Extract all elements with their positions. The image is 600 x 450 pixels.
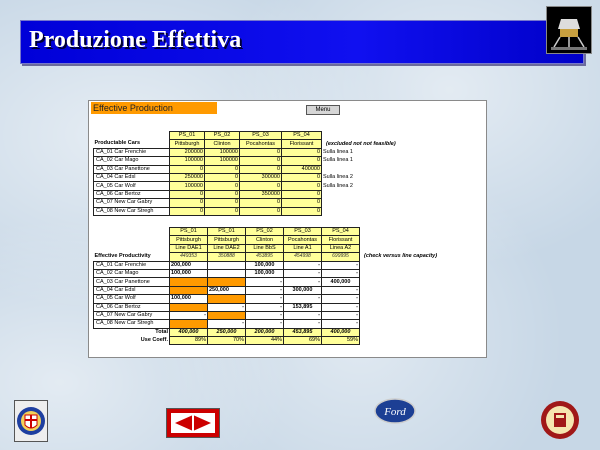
- header-code: PS_01: [208, 228, 246, 236]
- blank-cell: [360, 303, 450, 311]
- use-coeff-value: 59%: [322, 337, 360, 345]
- value-cell: 0: [240, 165, 282, 173]
- blank-cell: [360, 261, 450, 269]
- blank-cell: [360, 328, 450, 336]
- value-cell: 100,000: [246, 261, 284, 269]
- header-lines-row: [94, 244, 450, 252]
- table-row: [94, 199, 412, 207]
- productivity-value: 350888: [208, 253, 246, 261]
- value-cell: -: [284, 269, 322, 277]
- car-name: CA_04 Car Edsl: [94, 286, 170, 294]
- productable-cars-label: Productable Cars: [94, 140, 141, 147]
- header-city: Pocahontas: [284, 236, 322, 244]
- blank-cell: [360, 278, 450, 286]
- header-code: PS_02: [205, 132, 240, 140]
- header-cities-row: [94, 140, 412, 148]
- productivity-row: [94, 253, 450, 261]
- blank-cell: [360, 269, 450, 277]
- header-cities-row: [94, 236, 450, 244]
- sheet-title: Effective Production: [91, 102, 217, 114]
- effective-productivity-table: [93, 227, 450, 345]
- value-cell: [208, 269, 246, 277]
- flag-logo: [166, 408, 220, 438]
- productivity-value: 699995: [322, 253, 360, 261]
- use-coeff-label: Use Coeff.: [140, 337, 168, 344]
- blank-cell: [94, 244, 170, 252]
- university-seal-logo: [540, 400, 580, 440]
- value-cell: -: [208, 320, 246, 328]
- header-code: PS_01: [170, 228, 208, 236]
- value-cell: -: [246, 320, 284, 328]
- header-line: Line BbS: [246, 244, 284, 252]
- header-codes-row: [94, 228, 450, 236]
- header-city: Pittsburgh: [208, 236, 246, 244]
- value-cell: 0: [205, 182, 240, 190]
- header-line: Line DAE2: [208, 244, 246, 252]
- value-cell: 200,000: [170, 261, 208, 269]
- value-cell: -: [170, 311, 208, 319]
- value-cell: 300,000: [284, 286, 322, 294]
- value-cell: 0: [282, 173, 322, 181]
- value-cell: -: [246, 303, 284, 311]
- table-row: [94, 320, 450, 328]
- car-name: CA_07 New Car Gabry: [94, 199, 170, 207]
- car-name: CA_06 Car Bertoz: [94, 190, 170, 198]
- value-cell: 0: [240, 207, 282, 215]
- header-codes-row: [94, 132, 412, 140]
- car-name: CA_01 Car Frenchie: [94, 148, 170, 156]
- car-name: CA_07 New Car Gabry: [94, 311, 170, 319]
- value-cell: 0: [170, 165, 205, 173]
- blank-cell: [94, 228, 170, 236]
- header-city: Clinton: [205, 140, 240, 148]
- blank-cell: [322, 132, 412, 140]
- productivity-value: 449353: [170, 253, 208, 261]
- blank-cell: [360, 228, 450, 236]
- table-row: [94, 165, 412, 173]
- value-cell: 0: [282, 207, 322, 215]
- value-cell: -: [246, 286, 284, 294]
- table-row: [94, 303, 450, 311]
- value-cell: -: [322, 320, 360, 328]
- value-cell: -: [246, 278, 284, 286]
- value-cell: 0: [282, 199, 322, 207]
- car-name: CA_02 Car Mago: [94, 157, 170, 165]
- slide-title: Produzione Effettiva: [29, 27, 242, 53]
- line-note: Sulla linea 1: [323, 157, 353, 164]
- header-city: Florissant: [282, 140, 322, 148]
- excluded-note: (excluded not not feasible): [326, 140, 396, 147]
- productivity-value: 453895: [246, 253, 284, 261]
- value-cell: 153,895: [284, 303, 322, 311]
- value-cell: 300000: [240, 173, 282, 181]
- use-coeff-value: 44%: [246, 337, 284, 345]
- total-value: 250,000: [208, 328, 246, 336]
- car-name: CA_02 Car Mago: [94, 269, 170, 277]
- table-row: [94, 278, 450, 286]
- value-cell: 350000: [240, 190, 282, 198]
- value-cell: [208, 278, 246, 286]
- header-code: PS_03: [240, 132, 282, 140]
- value-cell: [208, 295, 246, 303]
- value-cell: 0: [240, 199, 282, 207]
- blank-cell: [94, 236, 170, 244]
- line-note: Sulla linea 1: [323, 148, 353, 155]
- header-code: PS_03: [284, 228, 322, 236]
- value-cell: 0: [282, 157, 322, 165]
- value-cell: 400000: [282, 165, 322, 173]
- table-row: [94, 207, 412, 215]
- line-note: [322, 199, 412, 207]
- total-value: 400,000: [170, 328, 208, 336]
- line-note: [322, 165, 412, 173]
- productivity-value: 454998: [284, 253, 322, 261]
- value-cell: 100000: [170, 182, 205, 190]
- table-row: [94, 269, 450, 277]
- value-cell: 0: [282, 148, 322, 156]
- value-cell: -: [246, 311, 284, 319]
- value-cell: -: [246, 295, 284, 303]
- blank-cell: [360, 244, 450, 252]
- car-name: CA_03 Car Panettone: [94, 278, 170, 286]
- value-cell: 100,000: [246, 269, 284, 277]
- value-cell: 0: [170, 199, 205, 207]
- blank-cell: [360, 311, 450, 319]
- car-name: CA_08 New Car Stregh: [94, 207, 170, 215]
- value-cell: 100000: [205, 148, 240, 156]
- value-cell: 250000: [170, 173, 205, 181]
- value-cell: -: [322, 269, 360, 277]
- lunar-module-logo: [546, 6, 592, 54]
- value-cell: 0: [282, 190, 322, 198]
- value-cell: 0: [240, 157, 282, 165]
- header-code: PS_02: [246, 228, 284, 236]
- car-name: CA_08 New Car Stregh: [94, 320, 170, 328]
- total-row: [94, 328, 450, 336]
- blank-cell: [360, 295, 450, 303]
- line-note: [322, 207, 412, 215]
- blank-cell: [360, 286, 450, 294]
- blank-cell: [360, 320, 450, 328]
- table-row: [94, 173, 412, 181]
- value-cell: 400,000: [322, 278, 360, 286]
- value-cell: -: [322, 286, 360, 294]
- header-city: Pocahontas: [240, 140, 282, 148]
- value-cell: -: [284, 311, 322, 319]
- car-name: CA_05 Car Wolf: [94, 295, 170, 303]
- value-cell: 100000: [170, 157, 205, 165]
- value-cell: -: [322, 261, 360, 269]
- value-cell: 100,000: [170, 295, 208, 303]
- car-name: CA_03 Car Panettone: [94, 165, 170, 173]
- blank-cell: [360, 337, 450, 345]
- value-cell: 200000: [170, 148, 205, 156]
- value-cell: [170, 278, 208, 286]
- svg-text:Ford: Ford: [384, 406, 406, 418]
- capacity-note: (check versus line capacity): [364, 253, 438, 260]
- total-value: 400,000: [322, 328, 360, 336]
- value-cell: -: [284, 320, 322, 328]
- table-row: [94, 295, 450, 303]
- productable-cars-table: [93, 131, 412, 216]
- header-city: Clinton: [246, 236, 284, 244]
- total-value: 200,000: [246, 328, 284, 336]
- value-cell: 250,000: [208, 286, 246, 294]
- table-row: [94, 190, 412, 198]
- value-cell: 0: [205, 173, 240, 181]
- value-cell: 0: [205, 165, 240, 173]
- table-row: [94, 148, 412, 156]
- value-cell: 0: [205, 199, 240, 207]
- value-cell: 0: [205, 190, 240, 198]
- value-cell: -: [208, 303, 246, 311]
- use-coeff-value: 69%: [284, 337, 322, 345]
- value-cell: 100,000: [170, 269, 208, 277]
- header-line: Line DAE1: [170, 244, 208, 252]
- value-cell: 0: [205, 207, 240, 215]
- car-name: CA_06 Car Bertoz: [94, 303, 170, 311]
- car-name: CA_01 Car Frenchie: [94, 261, 170, 269]
- header-city: Florissant: [322, 236, 360, 244]
- value-cell: -: [284, 295, 322, 303]
- header-code: PS_01: [170, 132, 205, 140]
- value-cell: [208, 311, 246, 319]
- use-coeff-value: 89%: [170, 337, 208, 345]
- use-coeff-row: [94, 337, 450, 345]
- value-cell: 0: [240, 148, 282, 156]
- title-bar: [20, 20, 584, 64]
- line-note: Sulla linea 2: [323, 174, 353, 181]
- total-label: Total: [155, 329, 168, 336]
- value-cell: 0: [240, 182, 282, 190]
- value-cell: -: [322, 303, 360, 311]
- total-value: 453,895: [284, 328, 322, 336]
- value-cell: 0: [170, 207, 205, 215]
- header-code: PS_04: [322, 228, 360, 236]
- city-crest-logo: [14, 400, 48, 442]
- header-line: Linea A2: [322, 244, 360, 252]
- effective-productivity-label: Effective Productivity: [94, 253, 151, 260]
- table-row: [94, 286, 450, 294]
- value-cell: [170, 303, 208, 311]
- value-cell: 100000: [205, 157, 240, 165]
- value-cell: [170, 286, 208, 294]
- table-row: [94, 182, 412, 190]
- value-cell: -: [284, 278, 322, 286]
- header-code: PS_04: [282, 132, 322, 140]
- ford-logo: [374, 398, 416, 424]
- value-cell: -: [284, 261, 322, 269]
- car-name: CA_04 Car Edsl: [94, 173, 170, 181]
- table-row: [94, 311, 450, 319]
- blank-cell: [94, 132, 170, 140]
- table-row: [94, 157, 412, 165]
- header-city: Pittsburgh: [170, 140, 205, 148]
- blank-cell: [360, 236, 450, 244]
- header-city: Pittsburgh: [170, 236, 208, 244]
- car-name: CA_05 Car Wolf: [94, 182, 170, 190]
- value-cell: -: [322, 311, 360, 319]
- table-row: [94, 261, 450, 269]
- line-note: Sulla linea 2: [323, 182, 353, 189]
- value-cell: 0: [282, 182, 322, 190]
- value-cell: [170, 320, 208, 328]
- value-cell: [208, 261, 246, 269]
- use-coeff-value: 70%: [208, 337, 246, 345]
- spreadsheet: [88, 100, 487, 358]
- header-line: Line A1: [284, 244, 322, 252]
- menu-button[interactable]: Menu: [306, 105, 340, 115]
- line-note: [322, 190, 412, 198]
- value-cell: -: [322, 295, 360, 303]
- value-cell: 0: [170, 190, 205, 198]
